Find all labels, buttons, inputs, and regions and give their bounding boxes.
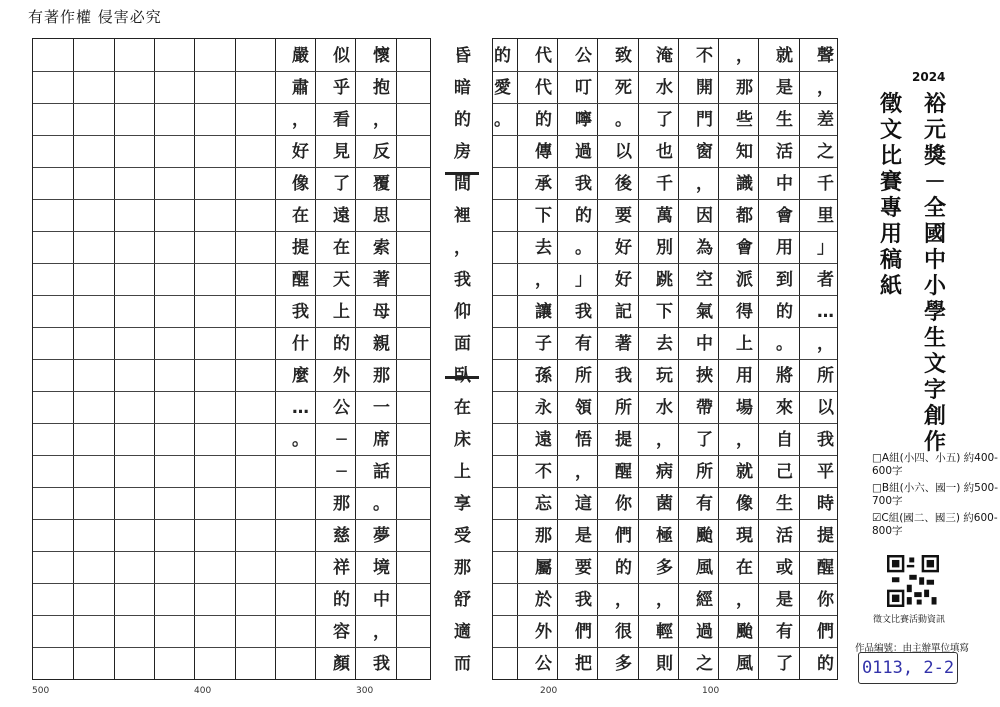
essay-column: 淹 水 了 也 千 萬 別 跳 下 去 玩 水 ， 病 菌 極 多 ， 輕 則	[656, 46, 673, 674]
work-id-value: 0113, 2-2	[858, 652, 958, 684]
option-a[interactable]: □A組(小四、小五) 約400-600字	[872, 452, 998, 477]
scale-label-200: 200	[540, 686, 558, 696]
title-main: 裕 元 獎 － 全 國 中 小 學 生 文 字 創 作	[923, 92, 946, 455]
title-sub: 徵 文 比 賽 專 用 稿 紙	[879, 92, 902, 299]
work-id-label: 作品編號：由主辦單位填寫	[855, 643, 970, 654]
scale-label-400: 400	[194, 686, 212, 696]
essay-column: 的 愛 。	[494, 46, 511, 130]
essay-column: 不 開 門 窗 ， 因 為 空 氣 中 挾 帶 了 所 有 颱 風 經 過 之	[696, 46, 713, 674]
copyright-notice: 有著作權 侵害必究	[28, 8, 162, 26]
essay-column: ， 那 些 知 識 都 會 派 得 上 用 場 ， 就 像 現 在 ， 颱 風	[736, 46, 753, 674]
essay-column: 致 死 。 以 後 要 好 好 記 著 我 所 提 醒 你 們 的 ， 很 多	[615, 46, 632, 674]
option-b[interactable]: □B組(小六、國一) 約500-700字	[872, 482, 998, 507]
scale-label-500: 500	[32, 686, 50, 696]
title-year: 2024	[912, 70, 946, 84]
group-options	[872, 452, 1000, 542]
essay-column: 似 乎 看 見 了 遠 在 天 上 的 外 公 ─ ─ 那 慈 祥 的 容 顏	[333, 46, 350, 674]
qr-label: 徵文比賽活動資訊	[873, 615, 946, 625]
essay-column: 就 是 生 活 中 會 用 到 的 。 將 來 自 己 生 活 或 是 有 了	[776, 46, 793, 674]
essay-column: 昏 暗 的 房 間 裡 ， 我 仰 面 臥 在 床 上 享 受 那 舒 適 而	[454, 46, 471, 674]
essay-column: 嚴 肅 ， 好 像 在 提 醒 我 什 麼 … 。	[292, 46, 309, 450]
essay-column: 懷 抱 ， 反 覆 思 索 著 母 親 那 一 席 話 。 夢 境 中 ， 我	[373, 46, 390, 674]
essay-column: 聲 ， 差 之 千 里 」 者 … ， 所 以 我 平 時 提 醒 你 們 的	[817, 46, 834, 674]
essay-column: 代 代 的 傳 承 下 去 ， 讓 子 孫 永 遠 不 忘 那 屬 於 外 公	[535, 46, 552, 674]
essay-column: 公 叮 嚀 過 我 的 。 」 我 有 所 領 悟 ， 這 是 要 我 們 把	[575, 46, 592, 674]
option-c[interactable]: ☑C組(國二、國三) 約600-800字	[872, 512, 998, 537]
scale-label-100: 100	[702, 686, 720, 696]
scale-label-300: 300	[356, 686, 374, 696]
qr-code	[887, 555, 939, 607]
